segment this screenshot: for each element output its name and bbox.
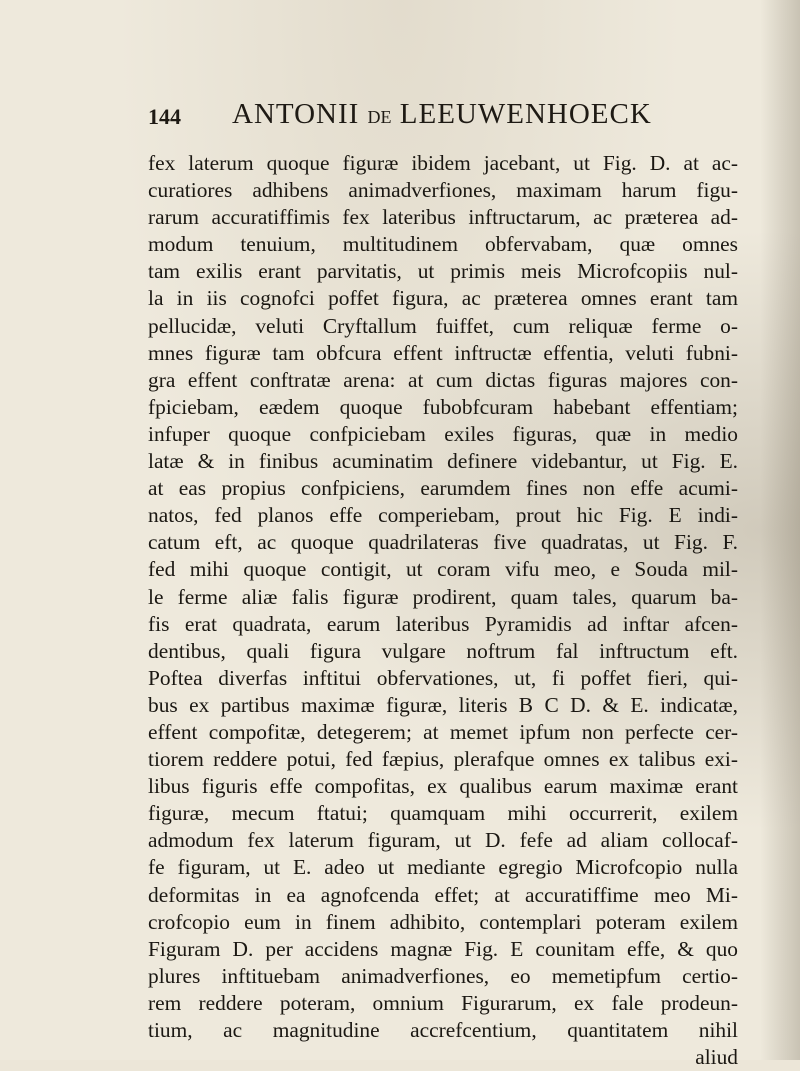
text-line: bus ex partibus maximæ figuræ, literis B C D. & E. indicatæ,	[148, 692, 738, 717]
text-line: fe figuram, ut E. adeo ut mediante egregio Microfcopio nulla	[148, 855, 738, 880]
text-line: mnes figuræ tam obfcura effent inftructæ effentia, veluti fubni-	[148, 340, 738, 365]
running-head-particle: DE	[367, 107, 392, 127]
text-line: crofcopio eum in finem adhibito, contemplari poteram exilem	[148, 909, 738, 934]
text-line: modum tenuium, multitudinem obfervabam, quæ omnes	[148, 232, 738, 257]
text-line: figuræ, mecum ftatui; quamquam mihi occurrerit, exilem	[148, 801, 738, 826]
text-line: gra effent conftratæ arena: at cum dictas figuras majores con-	[148, 367, 738, 392]
text-line: fis erat quadrata, earum lateribus Pyramidis ad inftar afcen-	[148, 611, 738, 636]
text-line: fex laterum quoque figuræ ibidem jacebant, ut Fig. D. at ac-	[148, 151, 738, 175]
running-head	[232, 98, 652, 131]
page-header	[148, 98, 708, 138]
text-line: Poftea diverfas inftitui obfervationes, ut, fi poffet fieri, qui-	[148, 665, 738, 690]
text-line: plures inftituebam animadverfiones, eo memetipfum certio-	[148, 963, 738, 988]
running-head-last: LEEUWENHOECK	[399, 98, 652, 130]
text-line: infuper quoque confpiciebam exiles figuras, quæ in medio	[148, 421, 738, 446]
page-edge-shadow	[760, 0, 800, 1060]
text-line: la in iis cognofci poffet figura, ac præterea omnes erant tam	[148, 286, 738, 311]
page-number: 144	[148, 104, 181, 129]
text-line: catum eft, ac quoque quadrilateras five quadratas, ut Fig. F.	[148, 530, 738, 555]
running-head-first: ANTONII	[232, 98, 360, 130]
text-line: curatiores adhibens animadverfiones, maximam harum figu-	[148, 178, 738, 203]
text-line: dentibus, quali figura vulgare noftrum fal inftructum eft.	[148, 638, 738, 663]
text-line: latæ & in finibus acuminatim definere videbantur, ut Fig. E.	[148, 449, 738, 474]
text-line: pellucidæ, veluti Cryftallum fuiffet, cum reliquæ ferme o-	[148, 313, 738, 338]
text-line: deformitas in ea agnofcenda effet; at accuratiffime meo Mi-	[148, 882, 738, 907]
text-line: le ferme aliæ falis figuræ prodirent, quam tales, quarum ba-	[148, 584, 738, 609]
text-line: fed mihi quoque contigit, ut coram vifu meo, e Souda mil-	[148, 557, 738, 582]
text-line: admodum fex laterum figuram, ut D. fefe ad aliam collocaf-	[148, 828, 738, 853]
text-line: rarum accuratiffimis fex lateribus inftructarum, ac præterea ad-	[148, 205, 738, 230]
body-text	[148, 150, 738, 1071]
text-line: tam exilis erant parvitatis, ut primis meis Microfcopiis nul-	[148, 259, 738, 284]
catchword: aliud	[695, 1045, 738, 1070]
text-line: natos, fed planos effe comperiebam, prout hic Fig. E indi-	[148, 503, 738, 528]
text-line: effent compofitæ, detegerem; at memet ipfum non perfecte cer-	[148, 719, 738, 744]
text-line: Figuram D. per accidens magnæ Fig. E counitam effe, & quo	[148, 936, 738, 961]
text-line: fpiciebam, eædem quoque fubobfcuram habebant effentiam;	[148, 394, 738, 419]
text-line: tiorem reddere potui, fed fæpius, plerafque omnes ex talibus exi-	[148, 747, 738, 772]
text-line: rem reddere poteram, omnium Figurarum, ex fale prodeun-	[148, 990, 738, 1015]
text-line: tium, ac magnitudine accrefcentium, quantitatem nihil	[148, 1018, 738, 1042]
text-line: libus figuris effe compofitas, ex qualibus earum maximæ erant	[148, 774, 738, 799]
text-line: at eas propius confpiciens, earumdem fines non effe acumi-	[148, 476, 738, 501]
